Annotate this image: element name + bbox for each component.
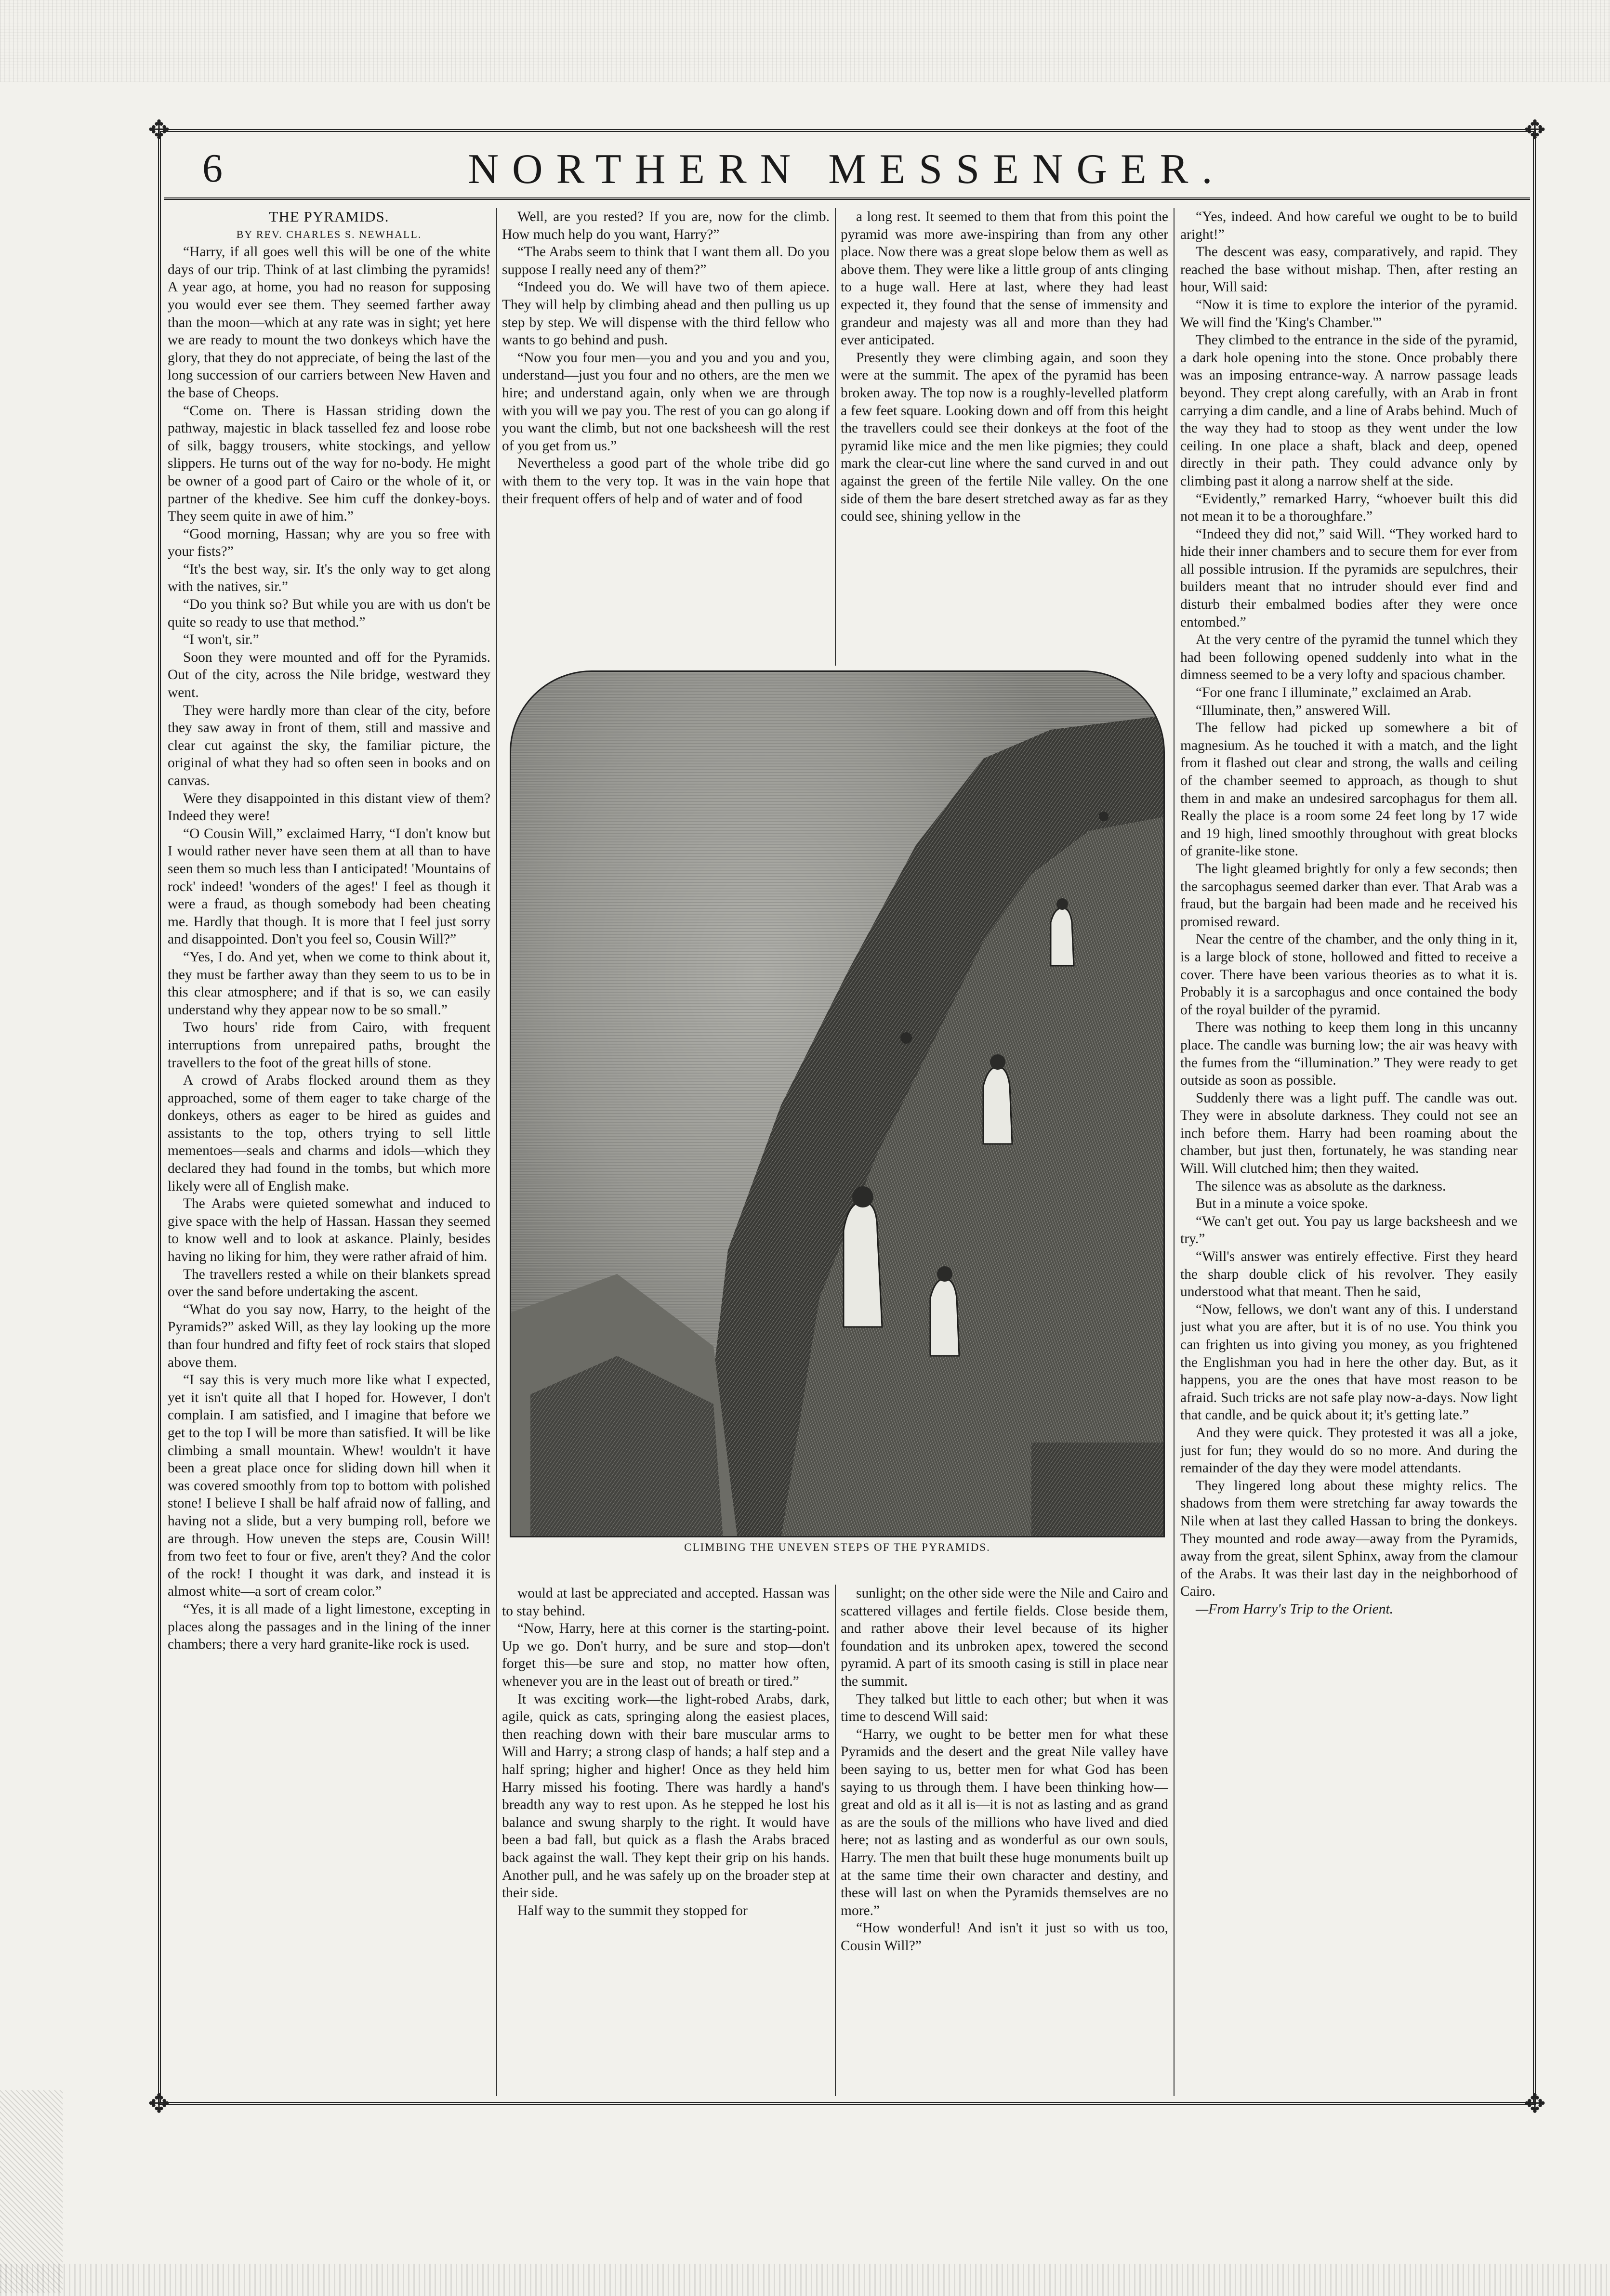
column-3-top bbox=[841, 208, 1168, 666]
paragraph: “How wonderful! And isn't it just so with us too, Cousin Will?” bbox=[841, 1920, 1168, 1954]
paragraph: “Indeed you do. We will have two of them apiece. They will help by climbing ahead and then pulling us up step by step. We will dispense with the third fellow who wants to go behind and push. bbox=[502, 279, 830, 348]
byline: BY REV. CHARLES S. NEWHALL. bbox=[236, 228, 422, 240]
column-4 bbox=[1180, 208, 1518, 2096]
pyramid-rocks-drawing bbox=[511, 672, 1165, 1537]
paragraph: “It's the best way, sir. It's the only way to get along with the natives, sir.” bbox=[168, 561, 490, 595]
paragraph: “For one franc I illuminate,” exclaimed an Arab. bbox=[1196, 685, 1472, 701]
pyramid-engraving-image bbox=[510, 670, 1165, 1537]
paragraph: “Come on. There is Hassan striding down the pathway, majestic in black tasselled fez and loose robe of silk, baggy trousers, white stockings, and yellow slippers. He turns out of the way for no-body. He might be owner of a good part of Cairo or the whole of it, or partner of the khedive. See him cuff the donkey-boys. They seem quite in awe of him.” bbox=[168, 403, 490, 525]
paragraph: They talked but little to each other; but when it was time to descend Will said: bbox=[841, 1691, 1168, 1725]
paragraph: Two hours' ride from Cairo, with frequent interruptions from unrepaired paths, brought the travellers to the foot of the great hills of stone. bbox=[168, 1020, 490, 1071]
paragraph: At the very centre of the pyramid the tunnel which they had been following opened suddenly into what in the dimness seemed to be a very lofty and spacious chamber. bbox=[1180, 632, 1518, 683]
paragraph: “Harry, we ought to be better men for what these Pyramids and the desert and the great Nile valley have been saying to us, better men for what God has been saying to us through them. I have been thinking how—great and old as it all is—it is not as lasting and as grand as are the souls of the millions who have lived and died here; not as lasting and as wonderful as our own souls, Harry. The men that built these huge monuments built up at the same time their own character and destiny, and these will last on when the Pyramids themselves are no more.” bbox=[841, 1726, 1168, 1918]
column-2-top-text bbox=[502, 208, 830, 508]
paragraph: The fellow had picked up somewhere a bit of magnesium. As he touched it with a match, and the light from it flashed out clear and strong, the walls and ceiling of the chamber seemed to approach, as though to shut them in and make an undesired sarcophagus for them all. Really the place is a room some 24 feet long by 17 wide and 19 high, lined smoothly throughout with great blocks of granite-like stone. bbox=[1180, 720, 1518, 859]
paragraph: “The Arabs seem to think that I want them all. Do you suppose I really need any of them?” bbox=[502, 244, 830, 277]
paragraph: But in a minute a voice spoke. bbox=[1196, 1196, 1369, 1212]
paragraph: Were they disappointed in this distant view of them? Indeed they were! bbox=[168, 790, 490, 824]
paragraph: The light gleamed brightly for only a few seconds; then the sarcophagus seemed darker than ever. That Arab was a fraud, but the bargain had been made and he received his promised reward. bbox=[1180, 861, 1518, 930]
column-3-bottom-text bbox=[841, 1585, 1168, 1955]
paragraph: Half way to the summit they stopped for bbox=[517, 1902, 748, 1918]
paragraph: “Yes, I do. And yet, when we come to think about it, they must be farther away than they seem to us to be in this clear atmosphere; and if that is so, we can easily understand why they appear now to be so small.” bbox=[168, 949, 490, 1018]
paragraph: Near the centre of the chamber, and the only thing in it, is a large block of stone, hollowed and fitted to receive a cover. There have been various theories as to what it is. Probably it is a sarcophagus and once contained the body of the royal builder of the pyramid. bbox=[1180, 932, 1518, 1018]
paragraph: Soon they were mounted and off for the Pyramids. Out of the city, across the Nile bridge, westward they went. bbox=[168, 649, 490, 701]
paragraph: “Illuminate, then,” answered Will. bbox=[1196, 702, 1391, 718]
corner-ornament-icon: ✥ bbox=[148, 2089, 170, 2118]
paragraph: It was exciting work—the light-robed Arabs, dark, agile, quick as cats, springing along the easiest places, then reaching down with their bare muscular arms to Will and Harry; a strong clasp of hands; a half step and a half spring; higher and higher! Once as they held him Harry missed his footing. There was hardly a hand's breadth any way to rest upon. As he stepped he lost his balance and swung sharply to the right. It would have been a bad fall, but quick as a flash the Arabs braced back against the wall. They kept their grip on his hands. Another pull, and he was safely up on the broader step at their side. bbox=[502, 1691, 830, 1901]
paragraph: Suddenly there was a light puff. The candle was out. They were in absolute darkness. They could not see an inch before them. Harry had been roaming about the chamber, but just then, fortunately, he was standing near Will. Will clutched him; then they waited. bbox=[1180, 1090, 1518, 1177]
paragraph: And they were quick. They protested it was all a joke, just for fun; they would do so no more. And during the remainder of the day they were model attendants. bbox=[1180, 1425, 1518, 1476]
column-1 bbox=[168, 208, 490, 2096]
paragraph: “Evidently,” remarked Harry, “whoever built this did not mean it to be a thoroughfare.” bbox=[1180, 491, 1518, 525]
figure-caption: CLIMBING THE UNEVEN STEPS OF THE PYRAMIDS. bbox=[684, 1541, 990, 1553]
scan-noise-left bbox=[0, 2090, 63, 2293]
paragraph: “Now, fellows, we don't want any of this. I understand just what you are after, but it is of no use. You think you can frighten us into giving you money, as you frightened the Englishman you had in here the other day. But, as it happens, you are the ones that have most reason to be afraid. Such tricks are not safe play now-a-days. Now light that candle, and be quick about it; it's getting late.” bbox=[1180, 1301, 1518, 1423]
article-title: THE PYRAMIDS. bbox=[269, 208, 389, 225]
page-number: 6 bbox=[202, 146, 223, 191]
paragraph: They climbed to the entrance in the side of the pyramid, a dark hole opening into the stone. Once probably there was an imposing entrance-way. A narrow passage leads beyond. They crept along carefully, with an Arab in front carrying a dim candle, and a line of Arabs behind. Much of the way they had to stoop as they went under the low ceiling. In one place a shaft, black and deep, opened directly in their path. They could advance only by climbing past it along a narrow shelf at the side. bbox=[1180, 332, 1518, 489]
paragraph: would at last be appreciated and accepted. Hassan was to stay behind. bbox=[502, 1586, 830, 1619]
paragraph: There was nothing to keep them long in this uncanny place. The candle was burning low; the air was heavy with the fumes from the “illumination.” They were ready to get outside as soon as possible. bbox=[1180, 1020, 1518, 1089]
paragraph: A crowd of Arabs flocked around them as they approached, some of them eager to take charge of the donkeys, others as eager to be hired as guides and assistants to the top, others trying to sell little mementoes—seals and charms and idols—which they declared they had found in the tombs, but which more likely were all of English make. bbox=[168, 1073, 490, 1194]
paragraph: “Now you four men—you and you and you and you, understand—just you four and no others, are the men we hire; and understand again, only when we are through with you will we pay you. The rest of you can go along if you want the climb, but not one backsheesh will the rest of you get from us.” bbox=[502, 350, 830, 454]
paragraph: “Good morning, Hassan; why are you so free with your fists?” bbox=[168, 526, 490, 560]
paragraph: “Now it is time to explore the interior of the pyramid. We will find the 'King's Chamber.'” bbox=[1180, 297, 1518, 330]
illustration bbox=[510, 670, 1165, 1562]
page-header bbox=[164, 144, 1530, 200]
paragraph: They lingered long about these mighty relics. The shadows from them were stretching far away towards the Nile when at last they called Hassan to bring the donkeys. They mounted and rode away—away from the Pyramids, away from the great, silent Sphinx, away from the clamour of the Arabs. It was their last day in the neighborhood of Cairo. bbox=[1180, 1478, 1518, 1600]
paragraph: “I won't, sir.” bbox=[183, 632, 259, 648]
paragraph: “Will's answer was entirely effective. First they heard the sharp double click of his revolver. They easily understood what that meant. Then he said, bbox=[1180, 1249, 1518, 1300]
column-rule bbox=[496, 208, 497, 2096]
column-3-bottom bbox=[841, 1585, 1168, 2096]
paragraph: The silence was as absolute as the darkness. bbox=[1196, 1178, 1446, 1194]
paragraph: “Now, Harry, here at this corner is the starting-point. Up we go. Don't hurry, and be sure and stop—don't forget this—be sure and stop, no matter how often, whenever you are in the least out of breath or tired.” bbox=[502, 1621, 830, 1689]
paragraph: sunlight; on the other side were the Nile and Cairo and scattered villages and fertile fields. Close beside them, and rather above their level because of its higher foundation and its unbroken apex, towered the second pyramid. A part of its smooth casing is still in place near the summit. bbox=[841, 1586, 1168, 1689]
paragraph: “Indeed they did not,” said Will. “They worked hard to hide their inner chambers and to secure them for ever from all possible intrusion. If the pyramids are sepulchres, their builders meant that no intruder should ever find and disturb their embalmed bodies after they were once entombed.” bbox=[1180, 526, 1518, 630]
scan-noise-bottom bbox=[0, 2264, 1610, 2296]
column-rule bbox=[1174, 208, 1175, 2096]
column-rule bbox=[835, 208, 836, 666]
paragraph: “Do you think so? But while you are with us don't be quite so ready to use that method.” bbox=[168, 597, 490, 630]
paragraph: “Yes, it is all made of a light limestone, excepting in places along the passages and in the lining of the inner chambers; there a very hard granite-like rock is used. bbox=[168, 1601, 490, 1653]
paragraph: “O Cousin Will,” exclaimed Harry, “I don't know but I would rather never have seen them at all than to have seen them so much less than I anticipated! 'Mountains of rock' indeed! 'wonders of the ages!' I feel as though it were a fraud, as though somebody had been cheating me. Hardly that though. It is more that I feel just sorry and disappointed. Don't you feel so, Cousin Will?” bbox=[168, 826, 490, 947]
column-2-top bbox=[502, 208, 830, 666]
scan-noise-top bbox=[0, 0, 1610, 82]
column-1-text bbox=[168, 243, 490, 1653]
paragraph: “What do you say now, Harry, to the height of the Pyramids?” asked Will, as they lay looking up the more than four hundred and fifty feet of rock stairs that sloped above them. bbox=[168, 1301, 490, 1370]
column-2-bottom-text bbox=[502, 1585, 830, 1919]
paragraph: Presently they were climbing again, and soon they were at the summit. The apex of the pyramid has been broken away. The top now is a roughly-levelled platform a few feet square. Looking down and off from this height the travellers could see their donkeys at the foot of the pyramid like mice and the men like pigmies; they could mark the clear-cut line where the sand curved in and out against the green of the fertile Nile valley. On the one side of them the bare desert stretched away as far as they could see, shining yellow in the bbox=[841, 350, 1168, 525]
corner-ornament-icon: ✥ bbox=[148, 116, 170, 144]
paragraph: “I say this is very much more like what I expected, yet it isn't quite all that I hoped for. However, I don't complain. I am satisfied, and I imagine that before we get to the top I will be more than satisfied. It will be like climbing a small mountain. Whew! wouldn't it have been a great place once for sliding down hill when it was covered smoothly from top to bottom with polished stone! I believe I shall be half afraid now of falling, and having not a slide, but a very bumping roll, before we are through. How uneven the steps are, Cousin Will! from two feet to four or five, aren't they? And the color of the rock! I thought it was dark, and instead it is almost white—a sort of cream color.” bbox=[168, 1372, 490, 1600]
corner-ornament-icon: ✥ bbox=[1524, 116, 1546, 144]
paragraph: Nevertheless a good part of the whole tribe did go with them to the very top. It was in the vain hope that their frequent offers of help and of water and of food bbox=[502, 456, 830, 507]
paragraph: “Harry, if all goes well this will be one of the white days of our trip. Think of at last climbing the pyramids! A year ago, at home, you had no reason for supposing you would ever see them. They seemed farther away than the moon—which at any rate was in sight; yet here we are ready to mount the two donkeys which have the glory, that they do not appreciate, of being the last of the long succession of our carriers between New Haven and the base of Cheops. bbox=[168, 244, 490, 401]
column-rule bbox=[835, 1585, 836, 2096]
paragraph: “Yes, indeed. And how careful we ought to be to build aright!” bbox=[1180, 209, 1518, 242]
paragraph: Well, are you rested? If you are, now for the climb. How much help do you want, Harry?” bbox=[502, 209, 830, 242]
paragraph: a long rest. It seemed to them that from this point the pyramid was more awe-inspiring than from any other place. Now there was a great slope below them as well as above them. They were like a little group of ants clinging to a huge wall. Here at last, where they had least expected it, they found that the sense of immensity and grandeur and majesty was all and more than they had ever anticipated. bbox=[841, 209, 1168, 348]
masthead: NORTHERN MESSENGER. bbox=[468, 146, 1226, 193]
paragraph: The travellers rested a while on their blankets spread over the sand before undertaking the ascent. bbox=[168, 1266, 490, 1300]
paragraph: They were hardly more than clear of the city, before they saw away in front of them, still and massive and clear cut against the sky, the familiar picture, the original of what they had so often seen in books and on canvas. bbox=[168, 702, 490, 788]
column-3-top-text bbox=[841, 208, 1168, 525]
paragraph: The Arabs were quieted somewhat and induced to give space with the help of Hassan. Hassan they seemed to know well and to look at askance. Plainly, besides having no liking for him, they were rather afraid of him. bbox=[168, 1196, 490, 1265]
column-4-text bbox=[1180, 208, 1518, 1601]
column-2-bottom bbox=[502, 1585, 830, 2096]
paragraph: “We can't get out. You pay us large backsheesh and we try.” bbox=[1180, 1213, 1518, 1247]
attribution: —From Harry's Trip to the Orient. bbox=[1196, 1601, 1394, 1617]
corner-ornament-icon: ✥ bbox=[1524, 2089, 1546, 2118]
paragraph: The descent was easy, comparatively, and rapid. They reached the base without mishap. Then, after resting an hour, Will said: bbox=[1180, 244, 1518, 295]
